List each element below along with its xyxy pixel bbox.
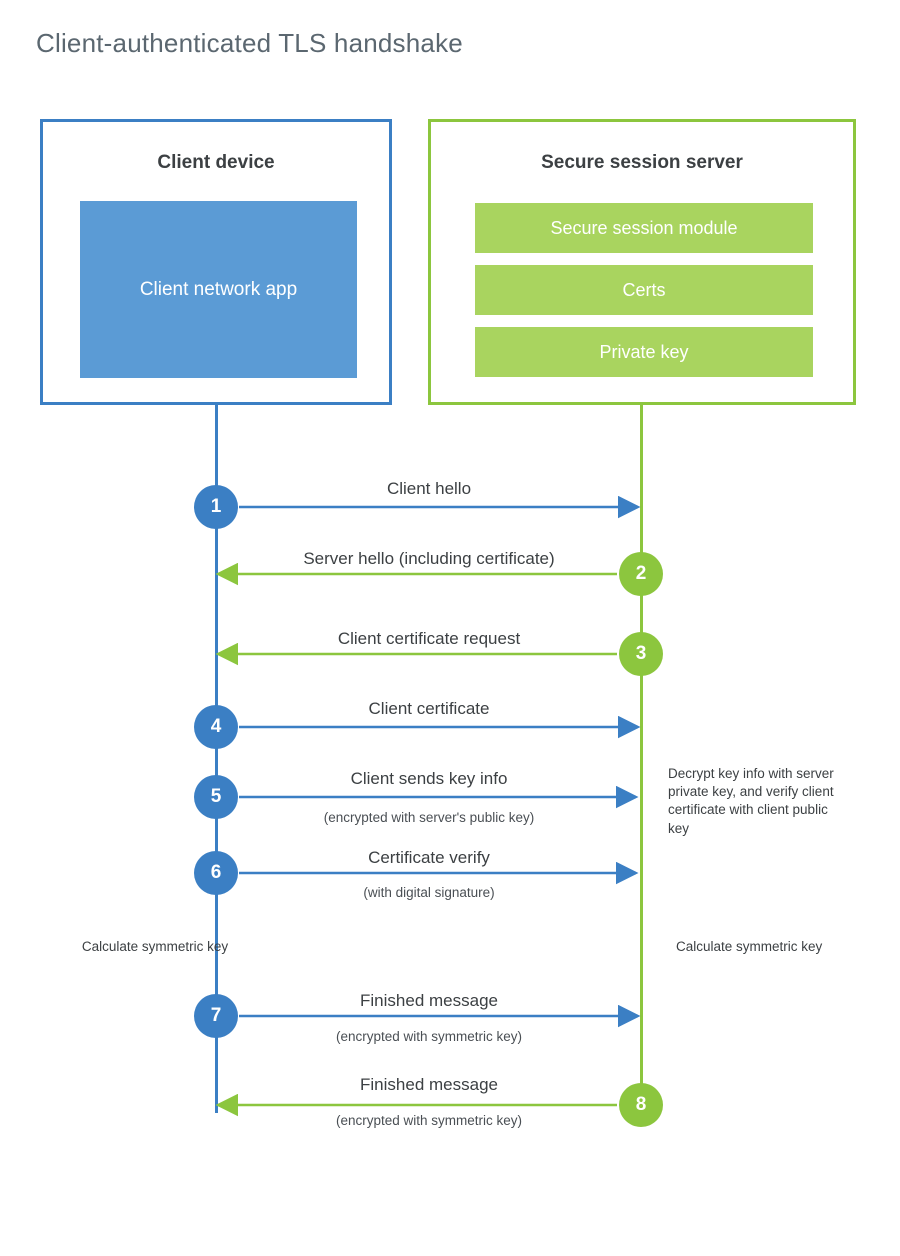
message-label-8: Finished message <box>360 1075 498 1094</box>
step-circle-4: 4 <box>194 705 238 749</box>
message-label-5: Client sends key info <box>350 769 508 788</box>
message-sub-7: (encrypted with symmetric key) <box>335 1029 523 1044</box>
step-circle-5: 5 <box>194 775 238 819</box>
note-server-calculate-symmetric-key: Calculate symmetric key <box>676 939 823 954</box>
secure-session-server-box <box>428 119 856 405</box>
client-device-box <box>40 119 392 405</box>
message-label-6: Certificate verify <box>368 848 490 867</box>
step-circle-3: 3 <box>619 632 663 676</box>
step-circle-1: 1 <box>194 485 238 529</box>
note-client-calculate-symmetric-key: Calculate symmetric key <box>81 939 229 954</box>
message-label-7: Finished message <box>360 991 498 1010</box>
message-sub-6: (with digital signature) <box>363 885 495 900</box>
message-label-2: Server hello (including certificate) <box>303 549 555 568</box>
message-label-4: Client certificate <box>368 699 490 718</box>
client-device-title: Client device <box>157 152 275 173</box>
step-circle-8: 8 <box>619 1083 663 1127</box>
page-title: Client-authenticated TLS handshake <box>36 28 463 58</box>
message-label-1: Client hello <box>386 479 472 498</box>
server-lifeline <box>640 405 643 1105</box>
step-circle-7: 7 <box>194 994 238 1038</box>
server-item-certs: Certs <box>475 265 813 315</box>
message-label-3: Client certificate request <box>337 629 521 648</box>
note-server-decrypt: Decrypt key info with server private key, and verify client certificate with client public key <box>668 766 834 836</box>
message-sub-5: (encrypted with server's public key) <box>323 810 535 825</box>
step-circle-6: 6 <box>194 851 238 895</box>
server-item-private-key: Private key <box>475 327 813 377</box>
secure-session-server-title: Secure session server <box>541 152 743 173</box>
step-circle-2: 2 <box>619 552 663 596</box>
server-item-secure-session-module: Secure session module <box>475 203 813 253</box>
client-network-app: Client network app <box>80 201 357 378</box>
message-sub-8: (encrypted with symmetric key) <box>335 1113 523 1128</box>
